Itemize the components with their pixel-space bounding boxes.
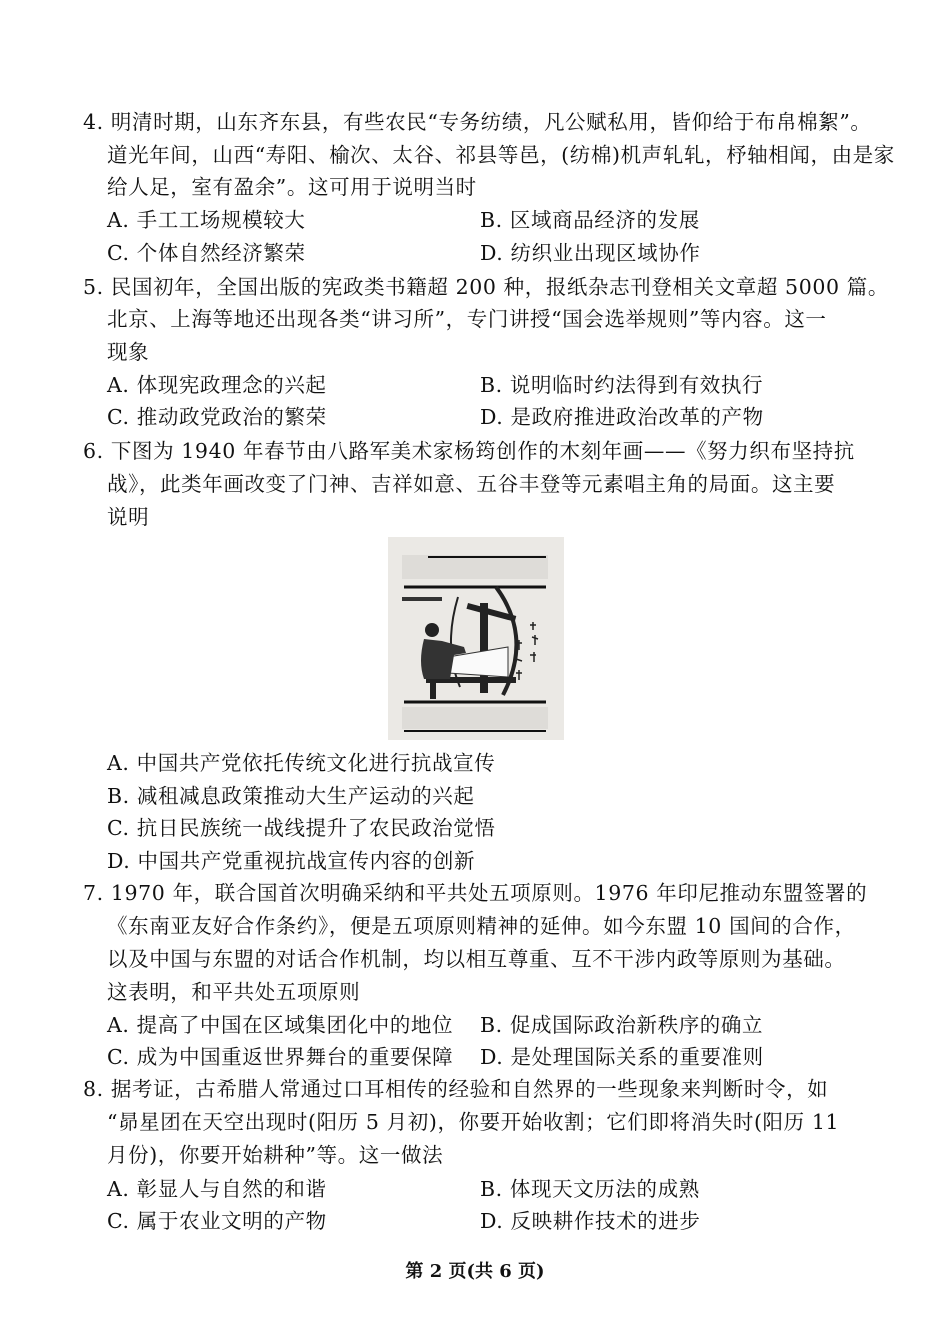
q6-option-c: C. 抗日民族统一战线提升了农民政治觉悟 (107, 816, 496, 840)
q7-line-4: 这表明，和平共处五项原则 (107, 980, 361, 1004)
q4-option-b: B. 区域商品经济的发展 (480, 208, 700, 232)
q8-option-b: B. 体现天文历法的成熟 (480, 1177, 700, 1201)
q7-line-2: 《东南亚友好合作条约》，便是五项原则精神的延伸。如今东盟 10 国间的合作， (107, 914, 856, 938)
q7-option-a: A. 提高了中国在区域集团化中的地位 (107, 1013, 454, 1037)
q7-option-d: D. 是处理国际关系的重要准则 (480, 1045, 764, 1069)
q8-option-d: D. 反映耕作技术的进步 (480, 1209, 701, 1233)
q5-option-b: B. 说明临时约法得到有效执行 (480, 373, 764, 397)
q6-line-2: 战》，此类年画改变了门神、吉祥如意、五谷丰登等元素唱主角的局面。这主要 (107, 472, 836, 496)
q4-line-2: 道光年间，山西“寿阳、榆次、太谷、祁县等邑，(纺棉)机声轧轧，杼轴相闻，由是家 (107, 143, 895, 167)
q5-option-a: A. 体现宪政理念的兴起 (107, 373, 327, 397)
q5-option-d: D. 是政府推进政治改革的产物 (480, 405, 764, 429)
q6-line-1: 6. 下图为 1940 年春节由八路军美术家杨筠创作的木刻年画——《努力织布坚持抗 (83, 439, 855, 463)
q4-option-c: C. 个体自然经济繁荣 (107, 241, 306, 265)
q7-line-3: 以及中国与东盟的对话合作机制，均以相互尊重、互不干涉内政等原则为基础。 (107, 947, 846, 971)
q8-option-c: C. 属于农业文明的产物 (107, 1209, 327, 1233)
q6-line-3: 说明 (107, 505, 150, 529)
q4-line-3: 给人足，室有盈余”。这可用于说明当时 (107, 175, 477, 199)
q7-line-1: 7. 1970 年，联合国首次明确采纳和平共处五项原则。1976 年印尼推动东盟签署的 (83, 881, 868, 905)
q5-option-c: C. 推动政党政治的繁荣 (107, 405, 327, 429)
q8-line-3: 月份)，你要开始耕种”等。这一做法 (107, 1143, 444, 1167)
q8-line-1: 8. 据考证，古希腊人常通过口耳相传的经验和自然界的一些现象来判断时令，如 (83, 1077, 829, 1101)
q6-option-d: D. 中国共产党重视抗战宣传内容的创新 (107, 849, 476, 873)
q4-option-a: A. 手工工场规模较大 (107, 208, 306, 232)
page-footer: 第 2 页(共 6 页) (405, 1261, 545, 1282)
q5-line-3: 现象 (107, 340, 150, 364)
q4-line-1: 4. 明清时期，山东齐东县，有些农民“专务纺绩，凡公赋私用，皆仰给于布帛棉絮”。 (83, 110, 872, 134)
q8-line-2: “昴星团在天空出现时(阳历 5 月初)，你要开始收割；它们即将消失时(阳历 11 (107, 1110, 840, 1134)
q5-line-1: 5. 民国初年，全国出版的宪政类书籍超 200 种，报纸杂志刊登相关文章超 5000 篇。 (83, 275, 889, 299)
q8-option-a: A. 彰显人与自然的和谐 (107, 1177, 327, 1201)
q7-option-c: C. 成为中国重返世界舞台的重要保障 (107, 1045, 454, 1069)
q7-option-b: B. 促成国际政治新秩序的确立 (480, 1013, 764, 1037)
woodcut-new-year-picture (388, 537, 564, 740)
q6-option-a: A. 中国共产党依托传统文化进行抗战宣传 (107, 751, 496, 775)
q5-line-2: 北京、上海等地还出现各类“讲习所”，专门讲授“国会选举规则”等内容。这一 (107, 307, 827, 331)
q6-option-b: B. 减租减息政策推动大生产运动的兴起 (107, 784, 475, 808)
q4-option-d: D. 纺织业出现区域协作 (480, 241, 701, 265)
